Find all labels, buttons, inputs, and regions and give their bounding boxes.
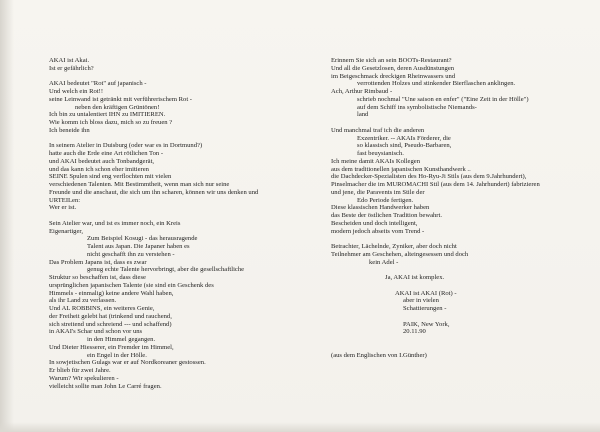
left-column-text-line: AKAI bedeutet "Rot" auf japanisch -	[49, 80, 147, 88]
left-column-text-line: In seinem Atelier in Duisburg (oder war es in Dortmund?)	[49, 142, 203, 150]
left-column-text-line: vielleicht sollte man John Le Carré fragen.	[49, 382, 162, 390]
right-column-text-line: Betrachter, Lächelnde, Zyniker, aber doch nicht	[331, 243, 457, 250]
left-column-blank-line	[49, 73, 311, 81]
right-column-blank-line	[331, 313, 586, 321]
right-column-text-line: Schattierungen -	[403, 305, 447, 312]
right-column-text-line: Pinselmacher die im MUROMACHI Stil (aus dem 14. Jahrhundert) fabrizieren	[331, 181, 540, 188]
left-column-text-line: Er blieb für zwei Jahre.	[49, 367, 111, 374]
left-column-text-line: Himmels - einmalig) keine andere Wahl haben,	[49, 289, 174, 297]
left-column-text-line: Ich beneide ihn	[49, 126, 90, 134]
left-column-text-line: sich streitend und schreiend --- und schaffend)	[49, 320, 172, 328]
right-column-text-line: Und all die Gesetzlosen, deren Ausdünstungen	[331, 64, 455, 72]
right-column-blank-line	[331, 235, 586, 243]
right-column-text-line: Ich meine damit AKAIs Kollegen	[331, 157, 420, 165]
left-column-text-line: Sein Atelier war, und ist es immer noch, ein Kreis	[49, 219, 181, 227]
right-column-text-line: fast beuysianisch.	[357, 150, 404, 157]
left-column-text-line: SEINE Spulen sind eng verflochten mit vielen	[49, 173, 172, 181]
right-column-text-line: aber in vielen	[403, 297, 439, 305]
right-column-text-line: schrieb nochmal "Une saison en enfer" ("Eine Zeit in der Hölle")	[357, 95, 529, 103]
page-shadow-bottom	[0, 422, 600, 432]
left-column-text-line: Wer er ist.	[49, 204, 77, 212]
left-column-text-line: in AKAI's Schar und schon vor uns	[49, 328, 143, 336]
right-column-text-line: Diese klassischen Handwerker haben	[331, 204, 430, 212]
left-column-text-line: ein Engel in der Hölle.	[87, 351, 147, 359]
right-column-text-line: die Dachdecker-Spezialisten des Ho-Ryu-Ji Stils (aus dem 9.Jahrhundert),	[331, 173, 527, 181]
right-column-text-line: PAIK, New York,	[403, 320, 450, 328]
left-column-text-line: Talent aus Japan. Die Japaner haben es	[87, 243, 190, 250]
right-column-text-line: Bescheiden und doch intelligent,	[331, 219, 418, 227]
right-column-text-line: Ach, Arthur Rimbaud -	[331, 88, 393, 95]
right-column-text-line: das Beste der östlichen Tradition bewahrt.	[331, 212, 442, 219]
left-column-text-line: Warum? Wir spekulieren -	[49, 374, 119, 382]
left-column-text-line: URTEILen:	[49, 196, 81, 204]
right-column-text-line: modern jedoch abseits vom Trend -	[331, 227, 425, 235]
right-column-blank-line	[331, 336, 586, 344]
left-column-text-line: als ihr Land zu verlassen.	[49, 297, 117, 305]
right-column-text-line: so klassisch sind, Pseudo-Barbaren,	[357, 142, 452, 150]
left-column-text-line: Ist er gefährlich?	[49, 64, 94, 72]
right-column-blank-line	[331, 119, 586, 127]
right-column-text-line: aus dem traditionellen japanischen Kunsthandwerk ..	[331, 165, 471, 173]
left-column-blank-line	[49, 135, 311, 143]
right-text-column	[331, 57, 586, 359]
right-column-text-line: auf dem Schiff ins symbolistische Niemands-	[357, 103, 477, 111]
left-column-text-line: Das Problem Japans ist, dass es zwar	[49, 258, 147, 266]
right-column-text-line: Teilnehmer am Geschehen, alteingesessen und doch	[331, 250, 469, 258]
right-column-text-line: land	[357, 111, 369, 119]
left-column-text-line: Wie komm ich bloss dazu, mich so zu freuen ?	[49, 119, 173, 126]
right-column-text-line: und jene, die Paravents im Stile der	[331, 188, 425, 196]
left-column-text-line: Und welch ein Rot!!	[49, 88, 104, 95]
left-column-text-line: nicht geschafft ihn zu verstehen -	[87, 250, 175, 258]
left-column-text-line: In sowjetischen Gulags war er auf Nordkoreaner gestossen.	[49, 359, 206, 367]
right-column-text-line: Exzentriker. -- AKAIs Förderer, die	[357, 134, 451, 142]
left-column-text-line: Ich bin zu untalentiert IHN zu IMITIEREN.	[49, 111, 166, 119]
right-column-text-line: Edo Periode fertigen.	[357, 196, 414, 204]
left-column-text-line: in den Himmel gegangen.	[87, 336, 156, 343]
right-column-text-line: AKAI ist AKAI (Rot) -	[395, 289, 457, 297]
left-column-text-line: AKAI ist Akai.	[49, 57, 90, 64]
left-column-text-line: der Freiheit gelebt hat (trinkend und rauchend,	[49, 312, 172, 320]
left-column-text-line: Und Dieter Hiesserer, ein Fremder im Himmel,	[49, 343, 174, 351]
left-column-text-line: ursprünglichen japanischen Talente (sie sind ein Geschenk des	[49, 281, 214, 289]
left-text-column	[49, 57, 311, 390]
right-column-text-line: verrottenden Holzes und stinkender Bierflaschen anklingen.	[357, 80, 516, 88]
right-column-blank-line	[331, 266, 586, 274]
left-column-text-line: seine Leinwand ist getränkt mit verführerischem Rot -	[49, 95, 193, 103]
right-column-text-line: (aus dem Englischen von I.Günther)	[331, 351, 427, 359]
right-column-blank-line	[331, 282, 586, 290]
left-column-text-line: verschiedenen Talenten. Mit Bestimmtheit, wenn man sich nur seine	[49, 181, 230, 188]
left-column-text-line: Zum Beispiel Kosugi - das herausragende	[87, 235, 198, 243]
left-column-text-line: Struktur so beschaffen ist, dass diese	[49, 274, 146, 281]
left-column-text-line: neben den kräftigen Grüntönen!	[75, 103, 160, 111]
left-column-text-line: und das kann ich schon eher imitieren	[49, 165, 149, 173]
right-column-text-line: Ja, AKAI ist komplex.	[385, 274, 445, 281]
left-column-text-line: Eigenartiger,	[49, 227, 83, 235]
right-column-text-line: kein Adel -	[369, 258, 399, 266]
left-column-text-line: Und AL ROBBINS, ein weiteres Genie,	[49, 305, 155, 312]
right-column-text-line: 20.11.90	[403, 328, 426, 336]
right-column-text-line: Und manchmal traf ich die anderen	[331, 126, 425, 134]
right-column-text-line: Erinnern Sie sich an sein BOOTs-Restaurant?	[331, 57, 452, 64]
right-column-text-line: im Beigeschmack dreckigen Rheinwassers und	[331, 72, 456, 80]
left-column-blank-line	[49, 212, 311, 220]
page-shadow-left	[0, 0, 14, 432]
left-column-text-line: und AKAI bedeutet auch Tonbandgerät,	[49, 157, 155, 165]
left-column-text-line: Freunde und die anschaut, die sich um ihn scharen, können wir uns denken und	[49, 188, 259, 196]
left-column-text-line: genug echte Talente hervorbringt, aber die gesellschaftliche	[87, 266, 245, 274]
right-column-blank-line	[331, 344, 586, 352]
left-column-text-line: hatte auch die Erde eine Art rötlichen Ton -	[49, 150, 164, 157]
